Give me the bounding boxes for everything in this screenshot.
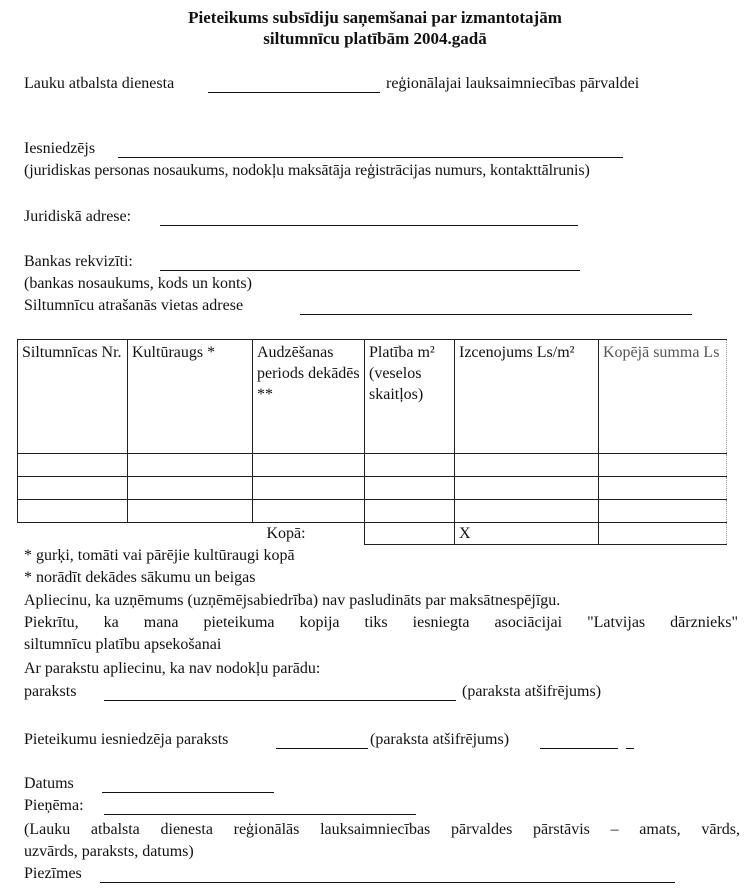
table-cell[interactable] <box>253 477 365 500</box>
signature-field[interactable] <box>104 700 456 701</box>
applicant-label: Iesniedzējs <box>24 140 96 157</box>
accepted-label: Pieņēma: <box>24 797 84 814</box>
table-row <box>18 454 727 477</box>
table-cell[interactable] <box>599 477 727 500</box>
applicant-signature-decode-field[interactable] <box>540 748 618 749</box>
table-header-row <box>18 340 727 454</box>
table-cell[interactable] <box>128 500 253 523</box>
applicant-hint: (juridiskas personas nosaukums, nodokļu maksātāja reģistrācijas numurs, kontakttālrunis) <box>24 162 590 179</box>
consent-declaration-line2: siltumnīcu platību apsekošanai <box>24 636 222 653</box>
accepted-hint-line1: (Lauku atbalsta dienesta reģionālās lauksaimniecības pārvaldes pārstāvis – amats, vārds, <box>24 821 740 838</box>
accepted-hint-line2: uzvārds, paraksts, datums) <box>24 843 194 860</box>
table-cell[interactable] <box>455 477 599 500</box>
bank-hint: (bankas nosaukums, kods un konts) <box>24 275 252 292</box>
consent-declaration-line1: Piekrītu, ka mana pieteikuma kopija tiks iesniegta asociācijai "Latvijas dārznieks" <box>24 614 738 631</box>
table-cell[interactable] <box>365 454 455 477</box>
table-row <box>18 477 727 500</box>
table-total-row <box>18 523 727 545</box>
col-header-price: Izcenojums Ls/m² <box>455 340 599 454</box>
table-cell[interactable] <box>128 477 253 500</box>
legal-address-field[interactable] <box>160 225 578 226</box>
col-header-greenhouse-no: Siltumnīcas Nr. <box>18 340 128 454</box>
table-cell[interactable] <box>18 454 128 477</box>
table-cell[interactable] <box>18 477 128 500</box>
applicant-signature-label: Pieteikumu iesniedzēja paraksts <box>24 731 229 748</box>
bank-field[interactable] <box>160 270 580 271</box>
greenhouse-address-label: Siltumnīcu atrašanās vietas adrese <box>24 297 244 314</box>
bank-label: Bankas rekvizīti: <box>24 253 133 270</box>
footnote-crop: * gurķi, tomāti vai pārējie kultūraugi kopā <box>24 547 295 564</box>
applicant-field[interactable] <box>118 157 623 158</box>
addressee-prefix: Lauku atbalsta dienesta <box>24 75 175 92</box>
table-cell[interactable] <box>599 454 727 477</box>
footnote-period: * norādīt dekādes sākumu un beigas <box>24 569 256 586</box>
notes-field[interactable] <box>100 882 675 883</box>
tax-declaration: Ar parakstu apliecinu, ka nav nodokļu parādu: <box>24 660 321 677</box>
table-cell[interactable] <box>599 500 727 523</box>
total-price-cell: X <box>455 523 599 545</box>
table-cell[interactable] <box>365 477 455 500</box>
table-cell[interactable] <box>253 500 365 523</box>
subsidy-table <box>17 339 727 545</box>
accepted-field[interactable] <box>104 814 416 815</box>
form-title-line1: Pieteikums subsīdiju saņemšanai par izmantotajām <box>188 8 562 27</box>
signature-label: paraksts <box>24 683 77 700</box>
table-row <box>18 500 727 523</box>
signature-decode-label: (paraksta atšifrējums) <box>462 683 602 700</box>
table-cell[interactable] <box>253 454 365 477</box>
table-cell[interactable] <box>365 500 455 523</box>
table-cell[interactable] <box>18 500 128 523</box>
insolvency-declaration: Apliecinu, ka uzņēmums (uzņēmējsabiedrība) nav pasludināts par maksātnespējīgu. <box>24 592 561 609</box>
applicant-signature-field[interactable] <box>276 748 368 749</box>
total-sum-cell[interactable] <box>599 523 727 545</box>
notes-label: Piezīmes <box>24 865 82 882</box>
date-field[interactable] <box>102 792 274 793</box>
col-header-area: Platība m² (veselos skaitļos) <box>365 340 455 454</box>
col-header-crop: Kultūraugs * <box>128 340 253 454</box>
date-label: Datums <box>24 775 74 792</box>
total-area-cell[interactable] <box>365 523 455 545</box>
total-label: Kopā: <box>253 523 365 545</box>
addressee-suffix: reģionālajai lauksaimniecības pārvaldei <box>386 75 640 92</box>
table-cell[interactable] <box>455 500 599 523</box>
col-header-total-sum: Kopējā summa Ls <box>599 340 727 454</box>
decode-field-tail <box>626 748 634 749</box>
greenhouse-address-field[interactable] <box>300 314 692 315</box>
applicant-signature-decode-label: (paraksta atšifrējums) <box>370 731 510 748</box>
col-header-period: Audzēšanas periods dekādēs ** <box>253 340 365 454</box>
service-region-field[interactable] <box>208 92 380 93</box>
table-cell[interactable] <box>455 454 599 477</box>
form-title-line2: siltumnīcu platībām 2004.gadā <box>263 29 487 48</box>
table-cell[interactable] <box>128 454 253 477</box>
legal-address-label: Juridiskā adrese: <box>24 208 132 225</box>
